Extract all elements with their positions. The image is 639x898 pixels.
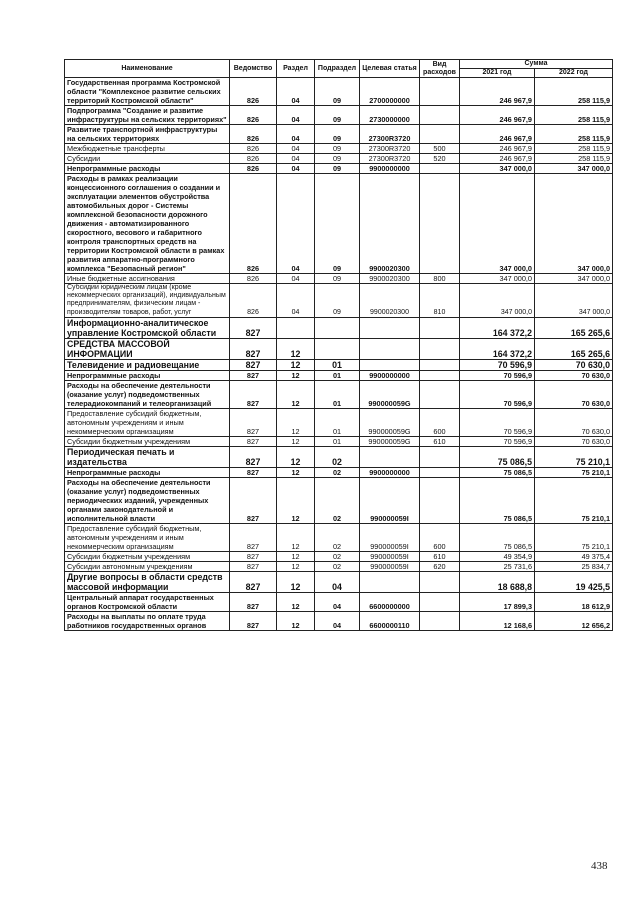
cell-target: 990000059G <box>360 408 420 436</box>
cell-sum-2021: 347 000,0 <box>460 274 535 284</box>
cell-name: Телевидение и радиовещание <box>65 359 230 370</box>
table-row <box>65 174 613 274</box>
cell-expense-type <box>420 338 460 359</box>
cell-section: 12 <box>277 611 315 630</box>
table-row <box>65 611 613 630</box>
table-row <box>65 467 613 477</box>
cell-expense-type: 810 <box>420 284 460 318</box>
cell-sum-2022: 258 115,9 <box>535 125 613 144</box>
page-number: 438 <box>591 860 608 872</box>
cell-sum-2021: 164 372,2 <box>460 317 535 338</box>
cell-sum-2021: 75 086,5 <box>460 523 535 551</box>
cell-section: 12 <box>277 561 315 571</box>
table-row <box>65 359 613 370</box>
cell-expense-type <box>420 592 460 611</box>
cell-subsection: 09 <box>315 164 360 174</box>
cell-sum-2021: 70 596,9 <box>460 380 535 408</box>
cell-section: 04 <box>277 154 315 164</box>
cell-dept: 827 <box>230 370 277 380</box>
cell-name: Субсидии <box>65 154 230 164</box>
table-row <box>65 338 613 359</box>
cell-sum-2021: 246 967,9 <box>460 154 535 164</box>
cell-dept: 826 <box>230 144 277 154</box>
table-row <box>65 446 613 467</box>
table-body <box>65 78 613 631</box>
cell-target: 990000059I <box>360 551 420 561</box>
cell-sum-2022: 347 000,0 <box>535 274 613 284</box>
cell-subsection: 02 <box>315 561 360 571</box>
cell-dept: 827 <box>230 408 277 436</box>
cell-target <box>360 571 420 592</box>
table-row <box>65 592 613 611</box>
cell-expense-type <box>420 446 460 467</box>
table-row <box>65 408 613 436</box>
table-row <box>65 436 613 446</box>
cell-name: Иные бюджетные ассигнования <box>65 274 230 284</box>
cell-expense-type <box>420 317 460 338</box>
cell-sum-2021: 18 688,8 <box>460 571 535 592</box>
cell-sum-2022: 49 375,4 <box>535 551 613 561</box>
cell-dept: 826 <box>230 78 277 106</box>
cell-name: Периодическая печать и издательства <box>65 446 230 467</box>
cell-sum-2022: 165 265,6 <box>535 338 613 359</box>
cell-sum-2022: 258 115,9 <box>535 154 613 164</box>
cell-target: 27300R3720 <box>360 125 420 144</box>
cell-target <box>360 446 420 467</box>
header-expense-type: Вид расходов <box>420 60 460 78</box>
cell-subsection: 09 <box>315 78 360 106</box>
cell-sum-2022: 347 000,0 <box>535 164 613 174</box>
cell-subsection: 09 <box>315 144 360 154</box>
cell-dept: 827 <box>230 571 277 592</box>
cell-sum-2021: 347 000,0 <box>460 174 535 274</box>
cell-target: 9900020300 <box>360 174 420 274</box>
cell-sum-2021: 75 086,5 <box>460 446 535 467</box>
cell-subsection: 01 <box>315 359 360 370</box>
cell-dept: 827 <box>230 338 277 359</box>
cell-subsection: 04 <box>315 592 360 611</box>
table-row <box>65 523 613 551</box>
cell-name: Непрограммные расходы <box>65 467 230 477</box>
cell-expense-type <box>420 106 460 125</box>
cell-sum-2021: 12 168,6 <box>460 611 535 630</box>
cell-section: 12 <box>277 338 315 359</box>
cell-target: 990000059I <box>360 561 420 571</box>
cell-expense-type: 600 <box>420 408 460 436</box>
cell-expense-type <box>420 380 460 408</box>
cell-subsection: 04 <box>315 571 360 592</box>
cell-dept: 827 <box>230 592 277 611</box>
table-header <box>65 60 613 78</box>
cell-sum-2022: 258 115,9 <box>535 78 613 106</box>
cell-subsection: 01 <box>315 370 360 380</box>
cell-section: 12 <box>277 436 315 446</box>
cell-subsection: 02 <box>315 523 360 551</box>
cell-name: Непрограммные расходы <box>65 370 230 380</box>
cell-sum-2021: 75 086,5 <box>460 467 535 477</box>
cell-subsection: 09 <box>315 125 360 144</box>
cell-target: 990000059G <box>360 436 420 446</box>
cell-sum-2022: 70 630,0 <box>535 436 613 446</box>
cell-target: 6600000000 <box>360 592 420 611</box>
cell-expense-type <box>420 125 460 144</box>
cell-target: 27300R3720 <box>360 154 420 164</box>
table-row <box>65 106 613 125</box>
cell-target: 9900020300 <box>360 284 420 318</box>
cell-expense-type: 610 <box>420 436 460 446</box>
cell-sum-2022: 70 630,0 <box>535 380 613 408</box>
cell-section: 04 <box>277 78 315 106</box>
table-row <box>65 380 613 408</box>
cell-section: 04 <box>277 284 315 318</box>
header-sum: Сумма <box>460 60 613 69</box>
cell-expense-type <box>420 467 460 477</box>
cell-sum-2021: 246 967,9 <box>460 144 535 154</box>
header-year-2022: 2022 год <box>535 69 613 78</box>
cell-name: Непрограммные расходы <box>65 164 230 174</box>
cell-sum-2021: 70 596,9 <box>460 408 535 436</box>
header-subsection: Подраздел <box>315 60 360 78</box>
cell-sum-2022: 18 612,9 <box>535 592 613 611</box>
cell-target: 2700000000 <box>360 78 420 106</box>
cell-expense-type: 600 <box>420 523 460 551</box>
cell-dept: 826 <box>230 125 277 144</box>
cell-subsection: 01 <box>315 380 360 408</box>
cell-dept: 827 <box>230 436 277 446</box>
cell-sum-2022: 75 210,1 <box>535 467 613 477</box>
cell-expense-type <box>420 370 460 380</box>
cell-sum-2021: 246 967,9 <box>460 78 535 106</box>
cell-name: Подпрограмма "Создание и развитие инфраструктуры на сельских территориях" <box>65 106 230 125</box>
cell-target: 9900000000 <box>360 164 420 174</box>
cell-expense-type <box>420 477 460 523</box>
cell-sum-2021: 25 731,6 <box>460 561 535 571</box>
budget-table <box>64 59 613 631</box>
cell-name: Субсидии автономным учреждениям <box>65 561 230 571</box>
cell-sum-2021: 70 596,9 <box>460 359 535 370</box>
cell-sum-2022: 25 834,7 <box>535 561 613 571</box>
cell-sum-2021: 49 354,9 <box>460 551 535 561</box>
header-year-2021: 2021 год <box>460 69 535 78</box>
cell-dept: 826 <box>230 174 277 274</box>
cell-name: Информационно-аналитическое управление Костромской области <box>65 317 230 338</box>
cell-sum-2022: 19 425,5 <box>535 571 613 592</box>
cell-target <box>360 338 420 359</box>
cell-section: 12 <box>277 359 315 370</box>
cell-subsection: 01 <box>315 436 360 446</box>
header-dept: Ведомство <box>230 60 277 78</box>
cell-section <box>277 317 315 338</box>
cell-name: Предоставление субсидий бюджетным, автономным учреждениям и иным некоммерческим организациям <box>65 408 230 436</box>
cell-sum-2022: 75 210,1 <box>535 446 613 467</box>
cell-sum-2022: 12 656,2 <box>535 611 613 630</box>
cell-expense-type: 500 <box>420 144 460 154</box>
table-row <box>65 274 613 284</box>
cell-dept: 827 <box>230 477 277 523</box>
cell-dept: 827 <box>230 359 277 370</box>
cell-sum-2022: 75 210,1 <box>535 523 613 551</box>
table-row <box>65 477 613 523</box>
cell-expense-type: 620 <box>420 561 460 571</box>
cell-target: 9900020300 <box>360 274 420 284</box>
cell-target: 990000059I <box>360 477 420 523</box>
header-name: Наименование <box>65 60 230 78</box>
cell-sum-2021: 75 086,5 <box>460 477 535 523</box>
cell-expense-type: 520 <box>420 154 460 164</box>
cell-sum-2022: 70 630,0 <box>535 370 613 380</box>
cell-subsection: 02 <box>315 551 360 561</box>
cell-sum-2021: 164 372,2 <box>460 338 535 359</box>
cell-name: Субсидии юридическим лицам (кроме некоммерческих организаций), индивидуальным предпринимателям, физическим лицам - производителям товаров, работ, услуг <box>65 284 230 318</box>
cell-target <box>360 317 420 338</box>
cell-target: 6600000110 <box>360 611 420 630</box>
cell-sum-2021: 17 899,3 <box>460 592 535 611</box>
cell-sum-2022: 70 630,0 <box>535 359 613 370</box>
cell-subsection: 09 <box>315 106 360 125</box>
cell-subsection: 09 <box>315 284 360 318</box>
cell-sum-2021: 246 967,9 <box>460 106 535 125</box>
cell-section: 12 <box>277 380 315 408</box>
cell-sum-2022: 347 000,0 <box>535 174 613 274</box>
cell-subsection: 09 <box>315 174 360 274</box>
cell-name: Субсидии бюджетным учреждениям <box>65 436 230 446</box>
table-row <box>65 125 613 144</box>
cell-dept: 826 <box>230 164 277 174</box>
cell-name: Государственная программа Костромской области "Комплексное развитие сельских территорий Костромской области" <box>65 78 230 106</box>
cell-sum-2022: 258 115,9 <box>535 106 613 125</box>
cell-dept: 827 <box>230 317 277 338</box>
cell-name: Расходы в рамках реализации концессионного соглашения о создании и эксплуатации элементов обустройства автомобильных дорог - Системы комплексной безопасности дорожного движения - автоматизированного скоростного, весового и габаритного контроля транспортных средств на территории Костромской области в рамках развития аппаратно-программного комплекса "Безопасный регион" <box>65 174 230 274</box>
cell-expense-type <box>420 174 460 274</box>
cell-section: 04 <box>277 144 315 154</box>
cell-name: Развитие транспортной инфраструктуры на сельских территориях <box>65 125 230 144</box>
cell-name: Другие вопросы в области средств массовой информации <box>65 571 230 592</box>
header-target: Целевая статья <box>360 60 420 78</box>
cell-section: 12 <box>277 523 315 551</box>
cell-section: 12 <box>277 592 315 611</box>
cell-section: 12 <box>277 467 315 477</box>
table-row <box>65 370 613 380</box>
cell-subsection: 02 <box>315 467 360 477</box>
table-row <box>65 284 613 318</box>
cell-dept: 827 <box>230 611 277 630</box>
cell-name: Расходы на выплаты по оплате труда работников государственных органов <box>65 611 230 630</box>
cell-dept: 826 <box>230 154 277 164</box>
cell-section: 04 <box>277 174 315 274</box>
cell-sum-2021: 70 596,9 <box>460 436 535 446</box>
cell-section: 12 <box>277 477 315 523</box>
cell-expense-type <box>420 359 460 370</box>
cell-subsection: 09 <box>315 274 360 284</box>
cell-sum-2022: 75 210,1 <box>535 477 613 523</box>
cell-subsection: 02 <box>315 446 360 467</box>
cell-expense-type <box>420 571 460 592</box>
table-row <box>65 164 613 174</box>
cell-name: Межбюджетные трансферты <box>65 144 230 154</box>
header-section: Раздел <box>277 60 315 78</box>
cell-expense-type <box>420 164 460 174</box>
cell-subsection: 02 <box>315 477 360 523</box>
cell-dept: 827 <box>230 523 277 551</box>
cell-subsection <box>315 338 360 359</box>
cell-subsection <box>315 317 360 338</box>
cell-name: Центральный аппарат государственных органов Костромской области <box>65 592 230 611</box>
cell-name: СРЕДСТВА МАССОВОЙ ИНФОРМАЦИИ <box>65 338 230 359</box>
cell-dept: 827 <box>230 561 277 571</box>
cell-expense-type <box>420 78 460 106</box>
cell-target: 990000059I <box>360 523 420 551</box>
cell-subsection: 04 <box>315 611 360 630</box>
cell-section: 12 <box>277 551 315 561</box>
cell-target: 27300R3720 <box>360 144 420 154</box>
cell-name: Субсидии бюджетным учреждениям <box>65 551 230 561</box>
cell-expense-type <box>420 611 460 630</box>
cell-dept: 827 <box>230 380 277 408</box>
cell-section: 12 <box>277 446 315 467</box>
cell-subsection: 09 <box>315 154 360 164</box>
cell-section: 04 <box>277 274 315 284</box>
cell-subsection: 01 <box>315 408 360 436</box>
cell-section: 12 <box>277 571 315 592</box>
cell-dept: 827 <box>230 467 277 477</box>
cell-sum-2022: 347 000,0 <box>535 284 613 318</box>
cell-dept: 827 <box>230 446 277 467</box>
table-row <box>65 317 613 338</box>
cell-target: 990000059G <box>360 380 420 408</box>
table-row <box>65 78 613 106</box>
cell-target: 9900000000 <box>360 370 420 380</box>
cell-dept: 827 <box>230 551 277 561</box>
cell-dept: 826 <box>230 106 277 125</box>
cell-sum-2022: 165 265,6 <box>535 317 613 338</box>
cell-section: 04 <box>277 164 315 174</box>
table-row <box>65 571 613 592</box>
cell-target: 9900000000 <box>360 467 420 477</box>
table-row <box>65 154 613 164</box>
table-row <box>65 144 613 154</box>
cell-section: 12 <box>277 370 315 380</box>
cell-sum-2022: 70 630,0 <box>535 408 613 436</box>
cell-section: 04 <box>277 125 315 144</box>
cell-name: Расходы на обеспечение деятельности (оказание услуг) подведомственных периодических изданий, учрежденных органами законодательной и исполнительной власти <box>65 477 230 523</box>
cell-sum-2021: 347 000,0 <box>460 284 535 318</box>
cell-target: 2730000000 <box>360 106 420 125</box>
cell-target <box>360 359 420 370</box>
cell-sum-2022: 258 115,9 <box>535 144 613 154</box>
cell-dept: 826 <box>230 274 277 284</box>
table-row <box>65 561 613 571</box>
cell-expense-type: 800 <box>420 274 460 284</box>
cell-expense-type: 610 <box>420 551 460 561</box>
cell-name: Расходы на обеспечение деятельности (оказание услуг) подведомственных телерадиокомпаний и телеорганизаций <box>65 380 230 408</box>
cell-sum-2021: 70 596,9 <box>460 370 535 380</box>
cell-section: 12 <box>277 408 315 436</box>
table-row <box>65 551 613 561</box>
cell-sum-2021: 347 000,0 <box>460 164 535 174</box>
cell-section: 04 <box>277 106 315 125</box>
cell-sum-2021: 246 967,9 <box>460 125 535 144</box>
cell-dept: 826 <box>230 284 277 318</box>
cell-name: Предоставление субсидий бюджетным, автономным учреждениям и иным некоммерческим организациям <box>65 523 230 551</box>
